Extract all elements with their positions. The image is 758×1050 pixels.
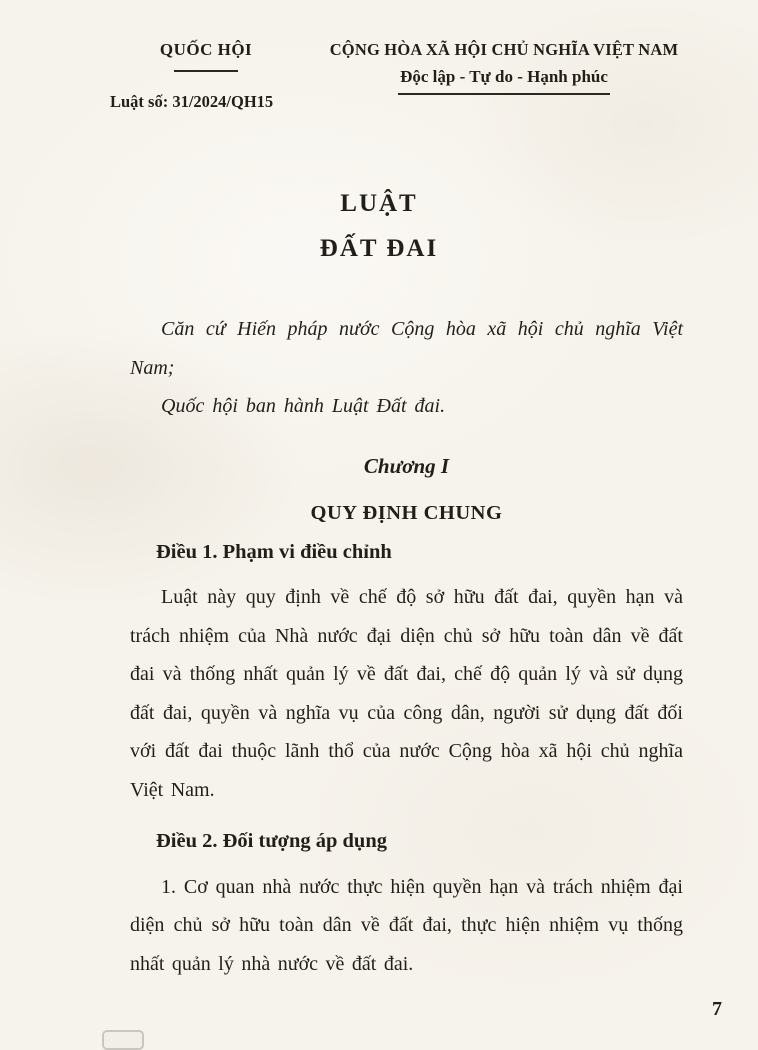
header-left-block <box>108 40 304 72</box>
issuing-body: QUỐC HỘI <box>159 40 253 59</box>
page-number: 7 <box>712 998 722 1020</box>
header-left-rule <box>174 70 238 72</box>
cropped-checkbox-fragment[interactable] <box>102 1030 144 1050</box>
national-motto-line1: CỘNG HÒA XÃ HỘI CHỦ NGHĨA VIỆT NAM <box>329 40 679 59</box>
document-title-line2: ĐẤT ĐAI <box>319 235 439 262</box>
document-title <box>0 190 758 263</box>
article-2-heading: Điều 2. Đối tượng áp dụng <box>156 830 387 852</box>
chapter-title: QUY ĐỊNH CHUNG <box>310 502 503 524</box>
document-body <box>130 310 683 983</box>
preamble-paragraph-2: Quốc hội ban hành Luật Đất đai. <box>161 395 446 417</box>
article-1-body: Luật này quy định về chế độ sở hữu đất đai, quyền hạn và trách nhiệm của Nhà nước đại diện chủ sở hữu toàn dân về đất đai và thống nhất quản lý về đất đai, chế độ quản lý và sử dụng đất đai, quyền và nghĩa vụ của công dân, người sử dụng đất đối với đất đai thuộc lãnh thổ của nước Cộng hòa xã hội chủ nghĩa Việt Nam. <box>130 586 683 801</box>
preamble-paragraph-1: Căn cứ Hiến pháp nước Cộng hòa xã hội chủ nghĩa Việt Nam; <box>130 318 683 379</box>
law-number: Luật số: 31/2024/QH15 <box>110 92 274 111</box>
header-right-block <box>298 40 710 95</box>
chapter-label: Chương I <box>363 453 450 478</box>
article-2-body: 1. Cơ quan nhà nước thực hiện quyền hạn và trách nhiệm đại diện chủ sở hữu toàn dân về đất đai, thực hiện nhiệm vụ thống nhất quản lý nhà nước về đất đai. <box>130 875 683 975</box>
article-1-heading: Điều 1. Phạm vi điều chỉnh <box>156 540 392 563</box>
national-motto-line2: Độc lập - Tự do - Hạnh phúc <box>398 67 610 95</box>
document-title-line1: LUẬT <box>340 190 418 217</box>
